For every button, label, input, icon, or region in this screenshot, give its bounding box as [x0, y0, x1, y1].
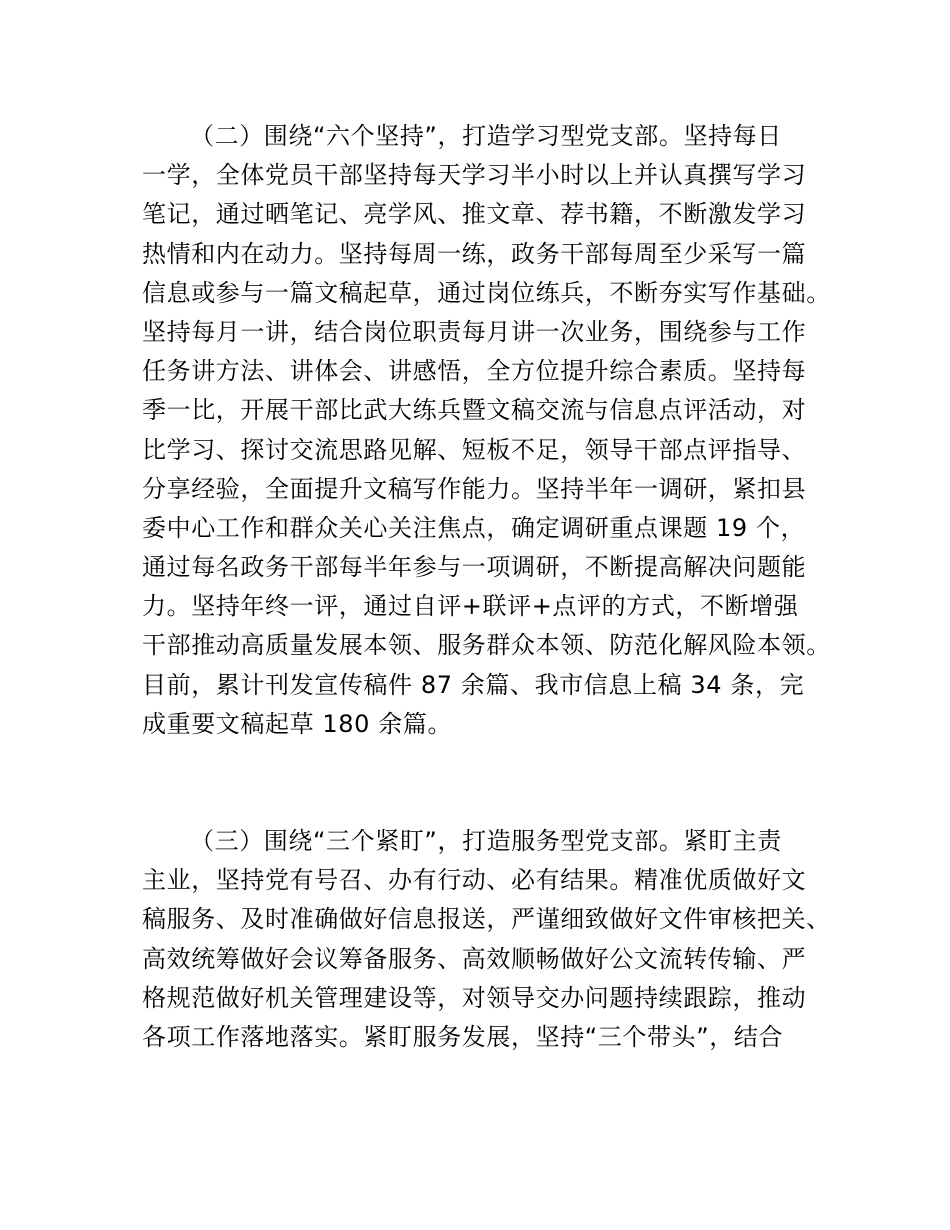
paragraph-line: 热情和内在动力。坚持每周一练，政务干部每周至少采写一篇 [142, 239, 807, 268]
paragraph-line: （三）围绕“三个紧盯”，打造服务型党支部。紧盯主责 [190, 827, 782, 855]
paragraph-line: 笔记，通过晒笔记、亮学风、推文章、荐书籍，不断激发学习 [142, 200, 807, 229]
paragraph-line: 高效统筹做好会议筹备服务、高效顺畅做好公文流转传输、严 [142, 944, 807, 973]
paragraph-line: 比学习、探讨交流思路见解、短板不足，领导干部点评指导、 [142, 435, 807, 464]
paragraph-line: 干部推动高质量发展本领、服务群众本领、防范化解风险本领。 [142, 631, 831, 660]
paragraph-line: 委中心工作和群众关心关注焦点，确定调研重点课题 19 个， [142, 513, 806, 542]
paragraph-line: 一学，全体党员干部坚持每天学习半小时以上并认真撰写学习 [142, 161, 807, 190]
paragraph-line: 季一比，开展干部比武大练兵暨文稿交流与信息点评活动，对 [142, 396, 807, 425]
paragraph-line: 稿服务、及时准确做好信息报送，严谨细致做好文件审核把关、 [142, 905, 831, 934]
paragraph-line: 主业，坚持党有号召、办有行动、必有结果。精准优质做好文 [142, 866, 807, 895]
paragraph-line: 通过每名政务干部每半年参与一项调研，不断提高解决问题能 [142, 553, 807, 582]
paragraph-line: 任务讲方法、讲体会、讲感悟，全方位提升综合素质。坚持每 [142, 357, 807, 386]
paragraph-section-3 [142, 822, 831, 1057]
paragraph-line: 力。坚持年终一评，通过自评+联评+点评的方式，不断增强 [142, 592, 799, 621]
paragraph-line: 格规范做好机关管理建设等，对领导交办问题持续跟踪，推动 [142, 983, 807, 1012]
paragraph-line: 分享经验，全面提升文稿写作能力。坚持半年一调研，紧扣县 [142, 474, 807, 503]
paragraph-section-2 [142, 117, 831, 744]
paragraph-line: 坚持每月一讲，结合岗位职责每月讲一次业务，围绕参与工作 [142, 317, 807, 346]
paragraph-line: 成重要文稿起草 180 余篇。 [142, 709, 453, 738]
paragraph-line: （二）围绕“六个坚持”，打造学习型党支部。坚持每日 [190, 122, 782, 150]
paragraph-line: 各项工作落地落实。紧盯服务发展，坚持“三个带头”，结合 [142, 1022, 784, 1051]
paragraph-line: 信息或参与一篇文稿起草，通过岗位练兵，不断夯实写作基础。 [142, 278, 831, 307]
paragraph-line: 目前，累计刊发宣传稿件 87 余篇、我市信息上稿 34 条，完 [142, 670, 805, 699]
